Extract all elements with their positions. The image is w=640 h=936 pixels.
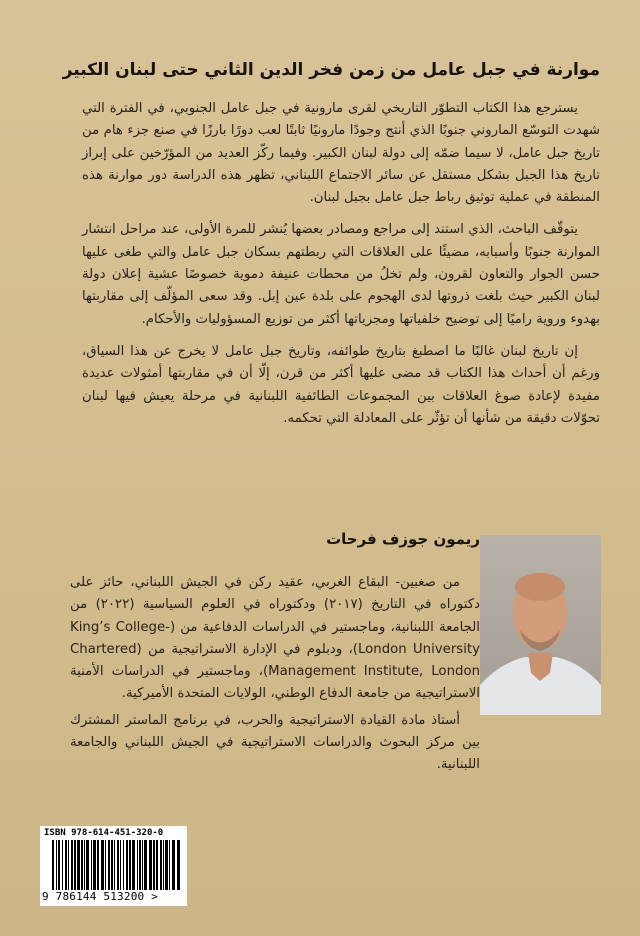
barcode-bar xyxy=(144,840,147,890)
book-title: موارنة في جبل عامل من زمن فخر الدين الثاني حتى لبنان الكبير xyxy=(62,60,600,80)
blurb-paragraph: يسترجع هذا الكتاب التطوّر التاريخي لقرى مارونية في جبل عامل الجنوبي، في الفترة التي شهدت التوسّع الماروني جنوبًا الذي أنتج وجودًا مارونيًا ثابتًا لعب دورًا بارزًا في صنع جزء هام من تاريخ جبل عامل، لا سيما ضمّه إلى دولة لبنان الكبير. وفيما ركّز العديد من المؤرّخين على إبراز تاريخ هذا الجبل بشكل مستقل عن سائر الاجتماع اللبناني، تظهر هذه الدراسة دور موارنة هذه المنطقة في عملية توثيق رباط جبل عامل بجبل لبنان. xyxy=(82,101,600,206)
barcode-bar xyxy=(156,840,158,890)
barcode-bar xyxy=(160,840,162,890)
isbn-barcode xyxy=(40,826,187,906)
barcode-bar xyxy=(142,840,143,890)
barcode-bar xyxy=(114,840,115,890)
author-name: ريمون جوزف فرحات xyxy=(326,530,480,548)
barcode-bar xyxy=(58,840,60,890)
barcode-bar xyxy=(84,840,85,890)
ean-text: 9 786144 513200 > xyxy=(42,890,158,903)
barcode-bar xyxy=(117,840,119,890)
barcode-bar xyxy=(149,840,152,890)
barcode-bar xyxy=(108,840,110,890)
barcode-bar xyxy=(163,840,164,890)
barcode-bar xyxy=(52,840,54,890)
barcode-bar xyxy=(153,840,155,890)
blurb-paragraph: إن تاريخ لبنان غالبًا ما اصطبغ بتاريخ طوائفه، وتاريخ جبل عامل لا يخرج عن هذا السياق، ورغم أن أحداث هذا الكتاب قد مضى عليها أكثر من قرن، إلّا أن في مقاربتها أمثولات عديدة مفيدة لإعادة صوغ العلاقات بين المجموعات الطائفية اللبنانية في مرحلة يعيش فيها لبنان تحوّلات دقيقة من شأنها أن تؤثّر على المعادلة التي تحكمه. xyxy=(82,343,600,426)
barcode-bar xyxy=(77,840,80,890)
barcode-bar xyxy=(71,840,73,890)
isbn-text: ISBN 978-614-451-320-0 xyxy=(44,828,164,838)
barcode-bar xyxy=(132,840,135,890)
barcode-bar xyxy=(74,840,76,890)
author-photo xyxy=(480,535,601,715)
barcode-bar xyxy=(65,840,67,890)
barcode-bar xyxy=(105,840,106,890)
barcode-bar xyxy=(139,840,141,890)
barcode-bar xyxy=(120,840,121,890)
barcode-bars xyxy=(52,840,180,890)
barcode-bar xyxy=(111,840,113,890)
barcode-bar xyxy=(101,840,104,890)
barcode-bar xyxy=(126,840,128,890)
barcode-bar xyxy=(137,840,138,890)
bio-paragraph: من صغبين- البقاع الغربي، عقيد ركن في الجيش اللبناني، حائز على دكتوراه في التاريخ (٢٠١٧) ودكتوراه في العلوم السياسية (٢٠٢٢) من الجامعة اللبنانية، وماجستير في الدراسات الدفاعية من (King’s College-London University)، ودبلوم في الإدارة الاستراتيجية من (Chartered Management Institute, London)، وماجستير في الدراسات الأمنية الاستراتيجية من جامعة الدفاع الوطني، الولايات المتحدة الأميركية. xyxy=(70,575,481,702)
barcode-bar xyxy=(62,840,63,890)
author-portrait-icon xyxy=(480,535,601,715)
barcode-bar xyxy=(123,840,124,890)
barcode-bar xyxy=(97,840,99,890)
author-bio xyxy=(70,572,480,781)
bio-paragraph: أستاذ مادة القيادة الاستراتيجية والحرب، في برنامج الماستر المشترك بين مركز البحوث والدراسات الاستراتيجية في الجيش اللبناني والجامعة اللبنانية. xyxy=(70,712,480,773)
barcode-bar xyxy=(93,840,96,890)
blurb xyxy=(82,98,600,440)
barcode-bar xyxy=(172,840,175,890)
barcode-bar xyxy=(91,840,92,890)
barcode-bar xyxy=(165,840,168,890)
barcode-bar xyxy=(129,840,131,890)
blurb-paragraph: يتوقّف الباحث، الذي استند إلى مراجع ومصادر بعضها يُنشر للمرة الأولى، عند مراحل انتشار الموارنة جنوبًا وأسبابه، مضيئًا على العلاقات التي ربطتهم بسكان جبل عامل والتي طغى عليها حسن الجوار والتعاون لقرون، ولم تخلُ من محطات عنيفة دموية خصوصًا عشية إعلان دولة لبنان الكبير حيث بلغت ذروتها لدى الهجوم على بلدة عين إبل. وقد سعى المؤلّف إلى مقاربتها بهدوء وروية راميًا إلى توضيح خلفياتها ومجرياتها أكثر من توزيع المسؤوليات والأحكام. xyxy=(82,222,600,327)
barcode-bar xyxy=(56,840,57,890)
barcode-bar xyxy=(177,840,180,890)
barcode-bar xyxy=(86,840,89,890)
barcode-bar xyxy=(68,840,69,890)
barcode-bar xyxy=(169,840,170,890)
barcode-bar xyxy=(81,840,83,890)
